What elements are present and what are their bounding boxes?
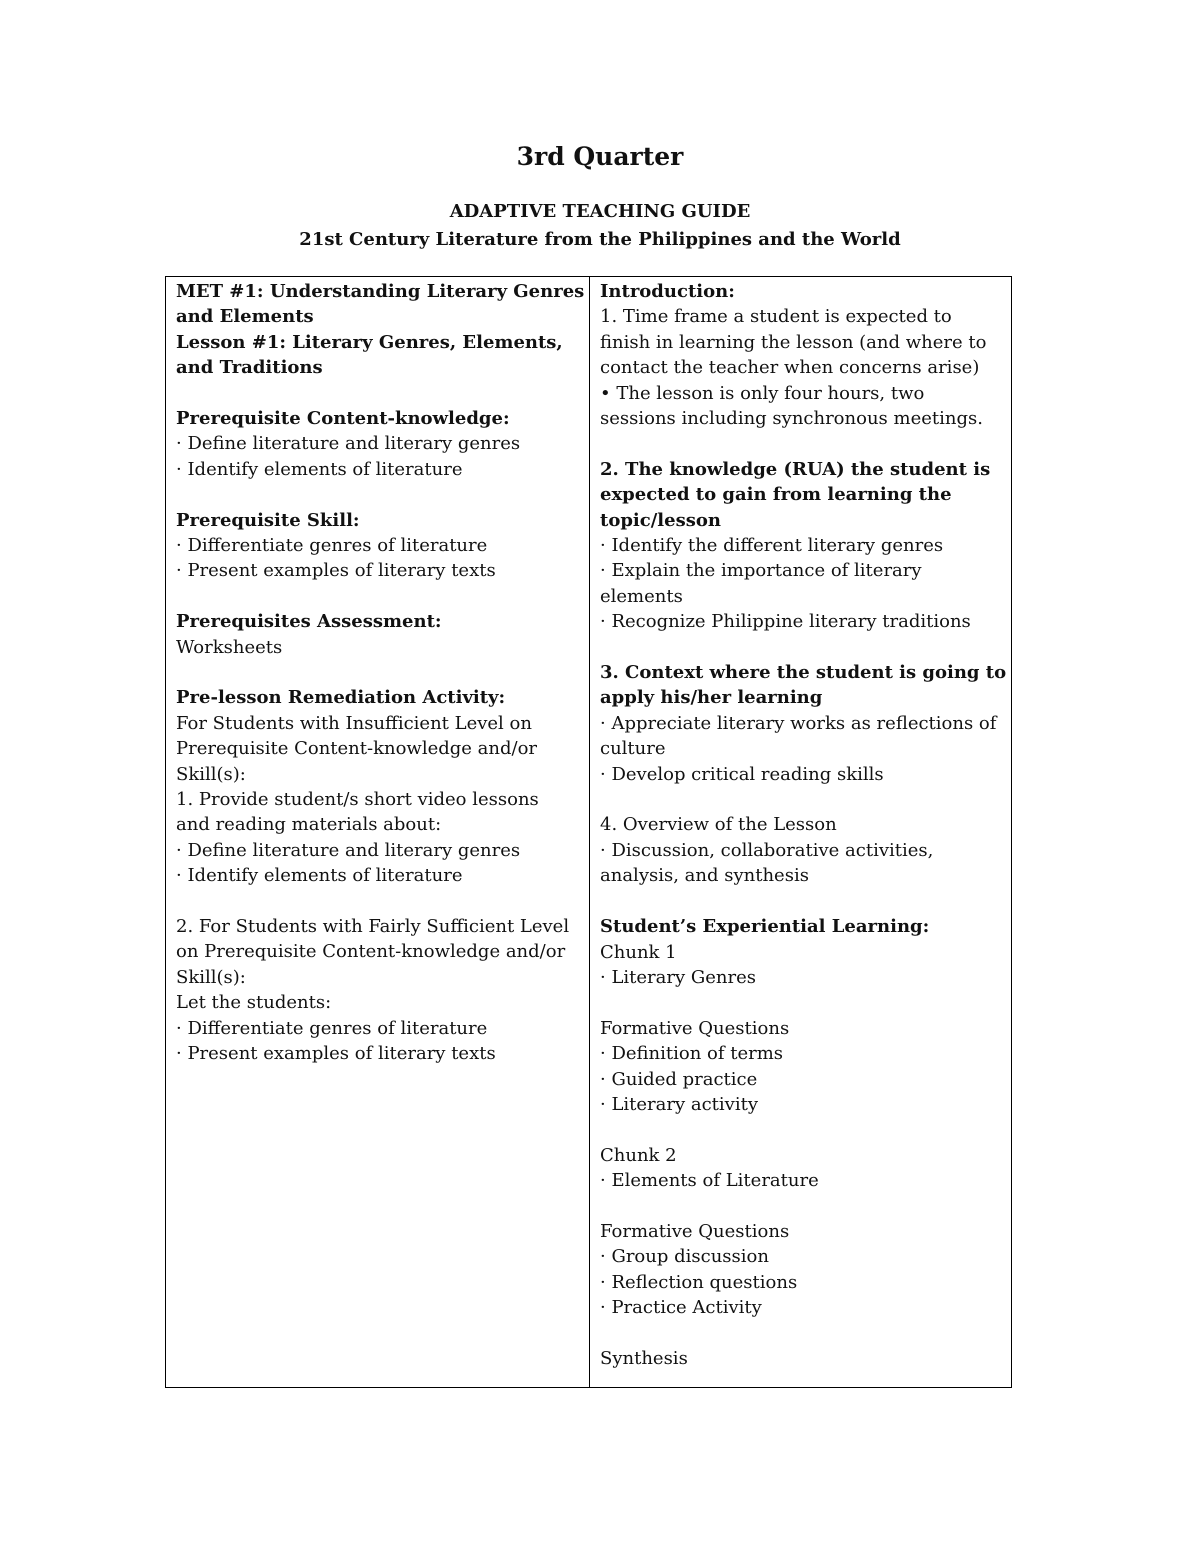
right-column-line: · Explain the importance of literary [600, 560, 922, 582]
right-column-line: · Guided practice [600, 1068, 758, 1090]
right-column-line: · Discussion, collaborative activities, [600, 839, 934, 861]
right-column-line [600, 787, 1006, 812]
left-column-line: 1. Provide student/s short video lessons [176, 789, 539, 811]
right-column-line: Formative Questions [600, 1017, 790, 1039]
right-column-line: analysis, and synthesis [600, 865, 809, 887]
right-column-line: · Literary Genres [600, 966, 756, 988]
right-column-line: 1. Time frame a student is expected to [600, 306, 952, 328]
lesson-table [165, 276, 1012, 1388]
left-column-line: · Identify elements of literature [176, 458, 463, 480]
right-column-line: topic/lesson [600, 509, 721, 531]
left-column-line [176, 584, 579, 609]
right-column-line: · Reflection questions [600, 1271, 798, 1293]
left-column-line: · Differentiate genres of literature [176, 535, 488, 557]
right-column-line: elements [600, 585, 683, 607]
left-column-line: · Define literature and literary genres [176, 839, 521, 861]
left-column-line [176, 660, 579, 685]
page-title: 3rd Quarter [516, 142, 684, 171]
right-column-cell [590, 277, 1016, 1387]
right-column-line: Chunk 1 [600, 941, 677, 963]
left-column-line: · Present examples of literary texts [176, 560, 496, 582]
right-column-line: · Recognize Philippine literary traditions [600, 611, 971, 633]
right-column-line: • The lesson is only four hours, two [600, 382, 925, 404]
right-column-line: 3. Context where the student is going to [600, 662, 1007, 684]
left-column-line: Let the students: [176, 992, 332, 1014]
left-column-cell [166, 277, 590, 1387]
left-column-line: Prerequisite Content-knowledge and/or [176, 738, 538, 760]
right-column-line: · Literary activity [600, 1093, 759, 1115]
right-column-line: Formative Questions [600, 1220, 790, 1242]
right-column-line [600, 431, 1006, 456]
left-column-line: Lesson #1: Literary Genres, Elements, [176, 331, 563, 353]
right-column-line [600, 1194, 1006, 1219]
left-column-line: · Identify elements of literature [176, 865, 463, 887]
left-column-line: Prerequisite Skill: [176, 509, 360, 531]
left-column-line [176, 889, 579, 914]
right-column-line: 4. Overview of the Lesson [600, 814, 837, 836]
left-column-line: on Prerequisite Content-knowledge and/or [176, 941, 566, 963]
right-column-line: · Elements of Literature [600, 1170, 819, 1192]
right-column-line: Chunk 2 [600, 1144, 677, 1166]
right-column-line [600, 635, 1006, 660]
right-column-line: Synthesis [600, 1347, 688, 1369]
right-column-line: expected to gain from learning the [600, 484, 952, 506]
left-column-line: · Present examples of literary texts [176, 1043, 496, 1065]
guide-heading: ADAPTIVE TEACHING GUIDE [449, 201, 751, 222]
left-column-line: and Traditions [176, 357, 323, 379]
left-column-line: Skill(s): [176, 966, 246, 988]
right-column-line [600, 990, 1006, 1015]
right-column-line: Introduction: [600, 281, 735, 302]
right-column-line: · Identify the different literary genres [600, 535, 944, 557]
right-column-line: · Appreciate literary works as reflections of [600, 712, 997, 734]
left-column-line: Prerequisites Assessment: [176, 611, 442, 633]
right-column-line: · Group discussion [600, 1246, 769, 1268]
left-column-line: and Elements [176, 306, 314, 328]
left-column-line: Pre-lesson Remediation Activity: [176, 687, 506, 709]
left-column-line: MET #1: Understanding Literary Genres [176, 281, 585, 302]
left-column-line [176, 482, 579, 507]
right-column-line [600, 889, 1006, 914]
right-column-line: · Practice Activity [600, 1297, 762, 1319]
left-column-line: and reading materials about: [176, 814, 442, 836]
course-heading: 21st Century Literature from the Philippines and the World [299, 229, 901, 250]
right-column-line: 2. The knowledge (RUA) the student is [600, 458, 991, 480]
right-column-line: · Definition of terms [600, 1043, 784, 1065]
right-column-line: contact the teacher when concerns arise) [600, 357, 980, 379]
right-column-line [600, 1321, 1006, 1346]
left-column-line: Prerequisite Content-knowledge: [176, 408, 510, 430]
left-column-line: 2. For Students with Fairly Sufficient Level [176, 916, 570, 938]
left-column-line: For Students with Insufficient Level on [176, 712, 532, 734]
right-column-line: apply his/her learning [600, 687, 823, 709]
left-column-line: Worksheets [176, 636, 283, 658]
right-column-line: sessions including synchronous meetings. [600, 408, 983, 430]
right-column-line: finish in learning the lesson (and where to [600, 331, 987, 353]
left-column-line: · Define literature and literary genres [176, 433, 521, 455]
right-column-line: · Develop critical reading skills [600, 763, 884, 785]
left-column-line: · Differentiate genres of literature [176, 1017, 488, 1039]
right-column-line: Student’s Experiential Learning: [600, 916, 930, 938]
left-column-line: Skill(s): [176, 763, 246, 785]
right-column-line: culture [600, 738, 666, 760]
right-column-line [600, 1117, 1006, 1142]
left-column-line [176, 381, 579, 406]
